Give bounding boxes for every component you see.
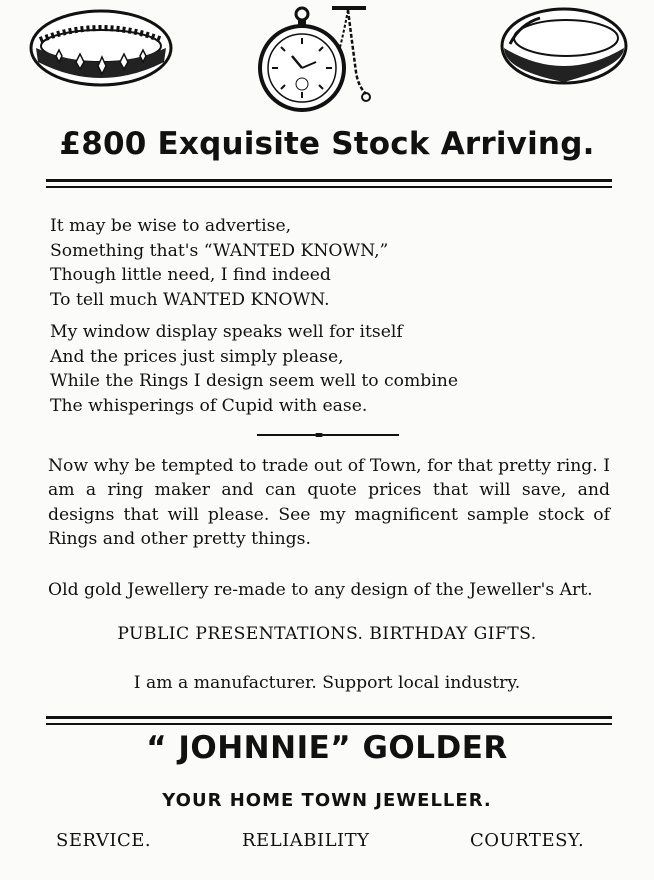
top-rule-thick — [46, 179, 612, 182]
verse-1 — [50, 214, 388, 312]
verse-line: The whisperings of Cupid with ease. — [50, 395, 368, 416]
ring-maker-paragraph: Now why be tempted to trade out of Town, for that pretty ring. I am a ring maker and can quote prices that will save, and designs that will please. See my magnificent sample stock of Rings and other pretty things. — [48, 456, 610, 550]
verse-line: To tell much WANTED KNOWN. — [50, 289, 330, 310]
verse-line: Something that's “WANTED KNOWN,” — [50, 240, 389, 261]
verse-line: And the prices just simply please, — [50, 346, 344, 367]
verse-line: Though little need, I find indeed — [50, 265, 331, 286]
manufacturer-line: I am a manufacturer. Support local industry. — [133, 673, 521, 693]
presentations-line: PUBLIC PRESENTATIONS. BIRTHDAY GIFTS. — [117, 624, 537, 644]
tagline: YOUR HOME TOWN JEWELLER. — [162, 790, 492, 811]
business-name: “ JOHNNIE” GOLDER — [146, 730, 508, 766]
pocket-watch-illustration — [256, 2, 378, 114]
bottom-rule-thick — [46, 716, 612, 719]
top-rule-thin — [46, 186, 612, 188]
verse-line: My window display speaks well for itself — [50, 322, 403, 342]
verse-line: While the Rings I design seem well to combine — [50, 371, 459, 392]
bottom-rule-thin — [46, 723, 612, 725]
ornamental-divider — [257, 433, 399, 437]
plain-band-ring-illustration — [500, 4, 628, 86]
verse-line: It may be wise to advertise, — [50, 216, 292, 236]
engraved-ring-illustration — [28, 6, 174, 88]
headline: £800 Exquisite Stock Arriving. — [59, 126, 595, 162]
motto-courtesy: COURTESY. — [470, 830, 585, 851]
jewellery-remade-paragraph: Old gold Jewellery re-made to any design of the Jeweller's Art. — [48, 580, 593, 600]
motto-reliability: RELIABILITY — [242, 830, 370, 851]
verse-2 — [50, 320, 458, 418]
motto-service: SERVICE. — [56, 830, 152, 851]
